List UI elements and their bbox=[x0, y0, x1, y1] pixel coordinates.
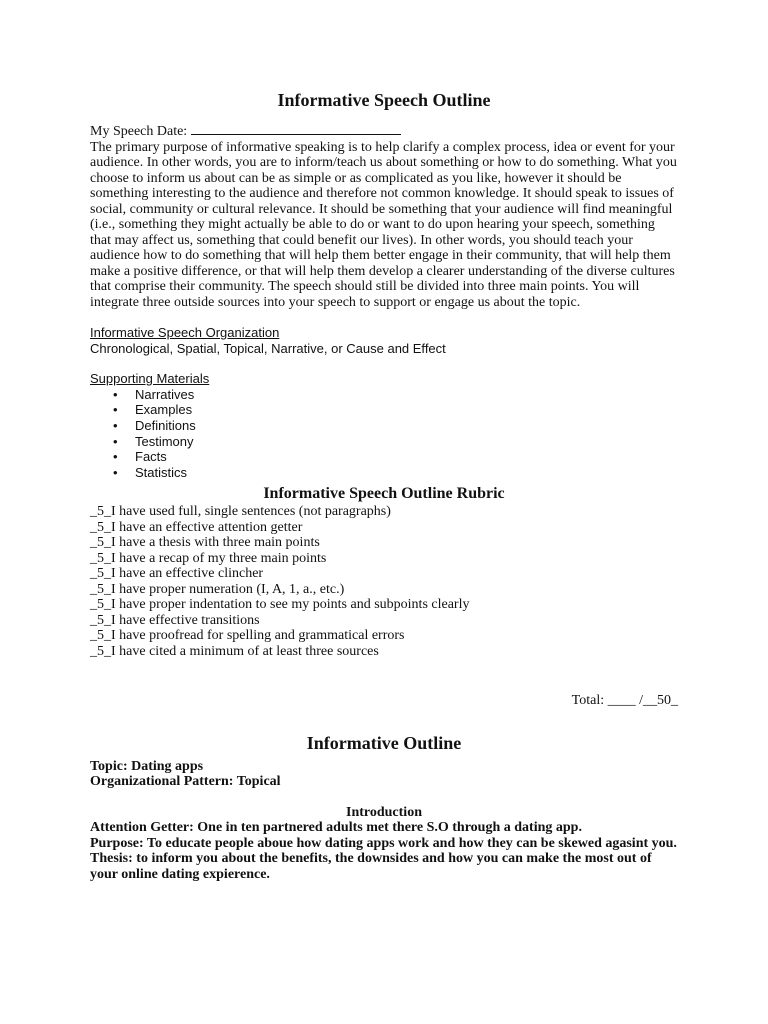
organization-types: Chronological, Spatial, Topical, Narrative, or Cause and Effect bbox=[90, 340, 446, 356]
rubric-text: I have a thesis with three main points bbox=[111, 535, 320, 551]
rubric-item bbox=[90, 582, 678, 598]
rubric-text: I have proper numeration (I, A, 1, a., etc.) bbox=[111, 581, 345, 597]
supporting-list bbox=[90, 387, 678, 481]
rubric-item bbox=[90, 520, 678, 536]
rubric-score: _5_ bbox=[90, 597, 111, 613]
rubric-text: I have cited a minimum of at least three sources bbox=[111, 643, 379, 659]
rubric-text: I have proper indentation to see my points and subpoints clearly bbox=[111, 597, 470, 613]
rubric-text: I have used full, single sentences (not paragraphs) bbox=[111, 504, 391, 520]
rubric-score: _5_ bbox=[90, 566, 111, 582]
rubric-text: I have effective transitions bbox=[111, 612, 260, 628]
rubric-item bbox=[90, 551, 678, 567]
supporting-heading: Supporting Materials bbox=[90, 371, 210, 387]
rubric-item bbox=[90, 504, 678, 520]
rubric-score: _5_ bbox=[90, 643, 111, 659]
organization-heading: Informative Speech Organization bbox=[90, 325, 280, 340]
rubric-score: _5_ bbox=[90, 628, 111, 644]
rubric-text: I have an effective attention getter bbox=[111, 519, 303, 535]
list-item: • Definitions bbox=[135, 418, 678, 434]
rubric-item bbox=[90, 597, 678, 613]
list-item: • Examples bbox=[135, 402, 678, 418]
rubric-item bbox=[90, 644, 678, 660]
rubric-item bbox=[90, 566, 678, 582]
total-score: Total: ____ /__50_ bbox=[571, 693, 678, 709]
outline-title: Informative Outline bbox=[306, 732, 462, 753]
supporting-section bbox=[90, 371, 678, 480]
list-item: • Facts bbox=[135, 449, 678, 465]
rubric-score: _5_ bbox=[90, 581, 111, 597]
rubric-item bbox=[90, 628, 678, 644]
rubric-text: I have proofread for spelling and grammatical errors bbox=[111, 628, 405, 644]
rubric-text: I have a recap of my three main points bbox=[111, 550, 327, 566]
rubric-text: I have an effective clincher bbox=[111, 566, 264, 582]
org-pattern-line: Organizational Pattern: Topical bbox=[90, 774, 281, 790]
speech-date-label: My Speech Date: bbox=[90, 124, 188, 139]
intro-paragraph: The primary purpose of informative speaking is to help clarify a complex process, idea or event for your audience. In other words, you are to inform/teach us about something or how to do something. What you choose to inform us about can be as simple or as complicated as you like, however it should be something interesting to the audience and therefore not common knowledge. It should speak to issues of social, community or cultural relevance. It should be something that your audience will find meaningful (i.e., something they might actually be able to do or want to do upon hearing your speech, something that may affect us, something that could benefit our lives). In other words, you should teach your audience how to do something that will help them better engage in their community, that will help them make a positive difference, or that will help them develop a clearer understanding of the diverse cultures that comprise their community. The speech should still be divided into three main points. You will integrate three outside sources into your speech to support or engage us about the topic. bbox=[90, 139, 677, 310]
spacer bbox=[90, 356, 678, 371]
spacer bbox=[90, 310, 678, 325]
speech-date-row bbox=[90, 122, 678, 140]
rubric-item bbox=[90, 535, 678, 551]
rubric-list bbox=[90, 504, 678, 659]
page-title: Informative Speech Outline bbox=[277, 90, 491, 110]
list-item: • Narratives bbox=[135, 387, 678, 403]
speech-date-blank bbox=[191, 122, 401, 135]
introduction-heading: Introduction bbox=[346, 804, 422, 820]
rubric-score: _5_ bbox=[90, 519, 111, 535]
rubric-item bbox=[90, 613, 678, 629]
attention-getter: Attention Getter: One in ten partnered adults met there S.O through a dating app. bbox=[90, 820, 582, 836]
list-item: • Testimony bbox=[135, 434, 678, 450]
organization-section bbox=[90, 325, 678, 356]
rubric-score: _5_ bbox=[90, 550, 111, 566]
topic-line: Topic: Dating apps bbox=[90, 758, 204, 774]
rubric-score: _5_ bbox=[90, 504, 111, 520]
thesis-line: Thesis: to inform you about the benefits, the downsides and how you can make the most out of your online dating expierence. bbox=[90, 851, 652, 882]
rubric-score: _5_ bbox=[90, 535, 111, 551]
rubric-title: Informative Speech Outline Rubric bbox=[263, 485, 505, 503]
list-item: • Statistics bbox=[135, 465, 678, 481]
rubric-score: _5_ bbox=[90, 612, 111, 628]
purpose-line: Purpose: To educate people aboue how dating apps work and how they can be skewed agasint you. bbox=[90, 835, 677, 851]
